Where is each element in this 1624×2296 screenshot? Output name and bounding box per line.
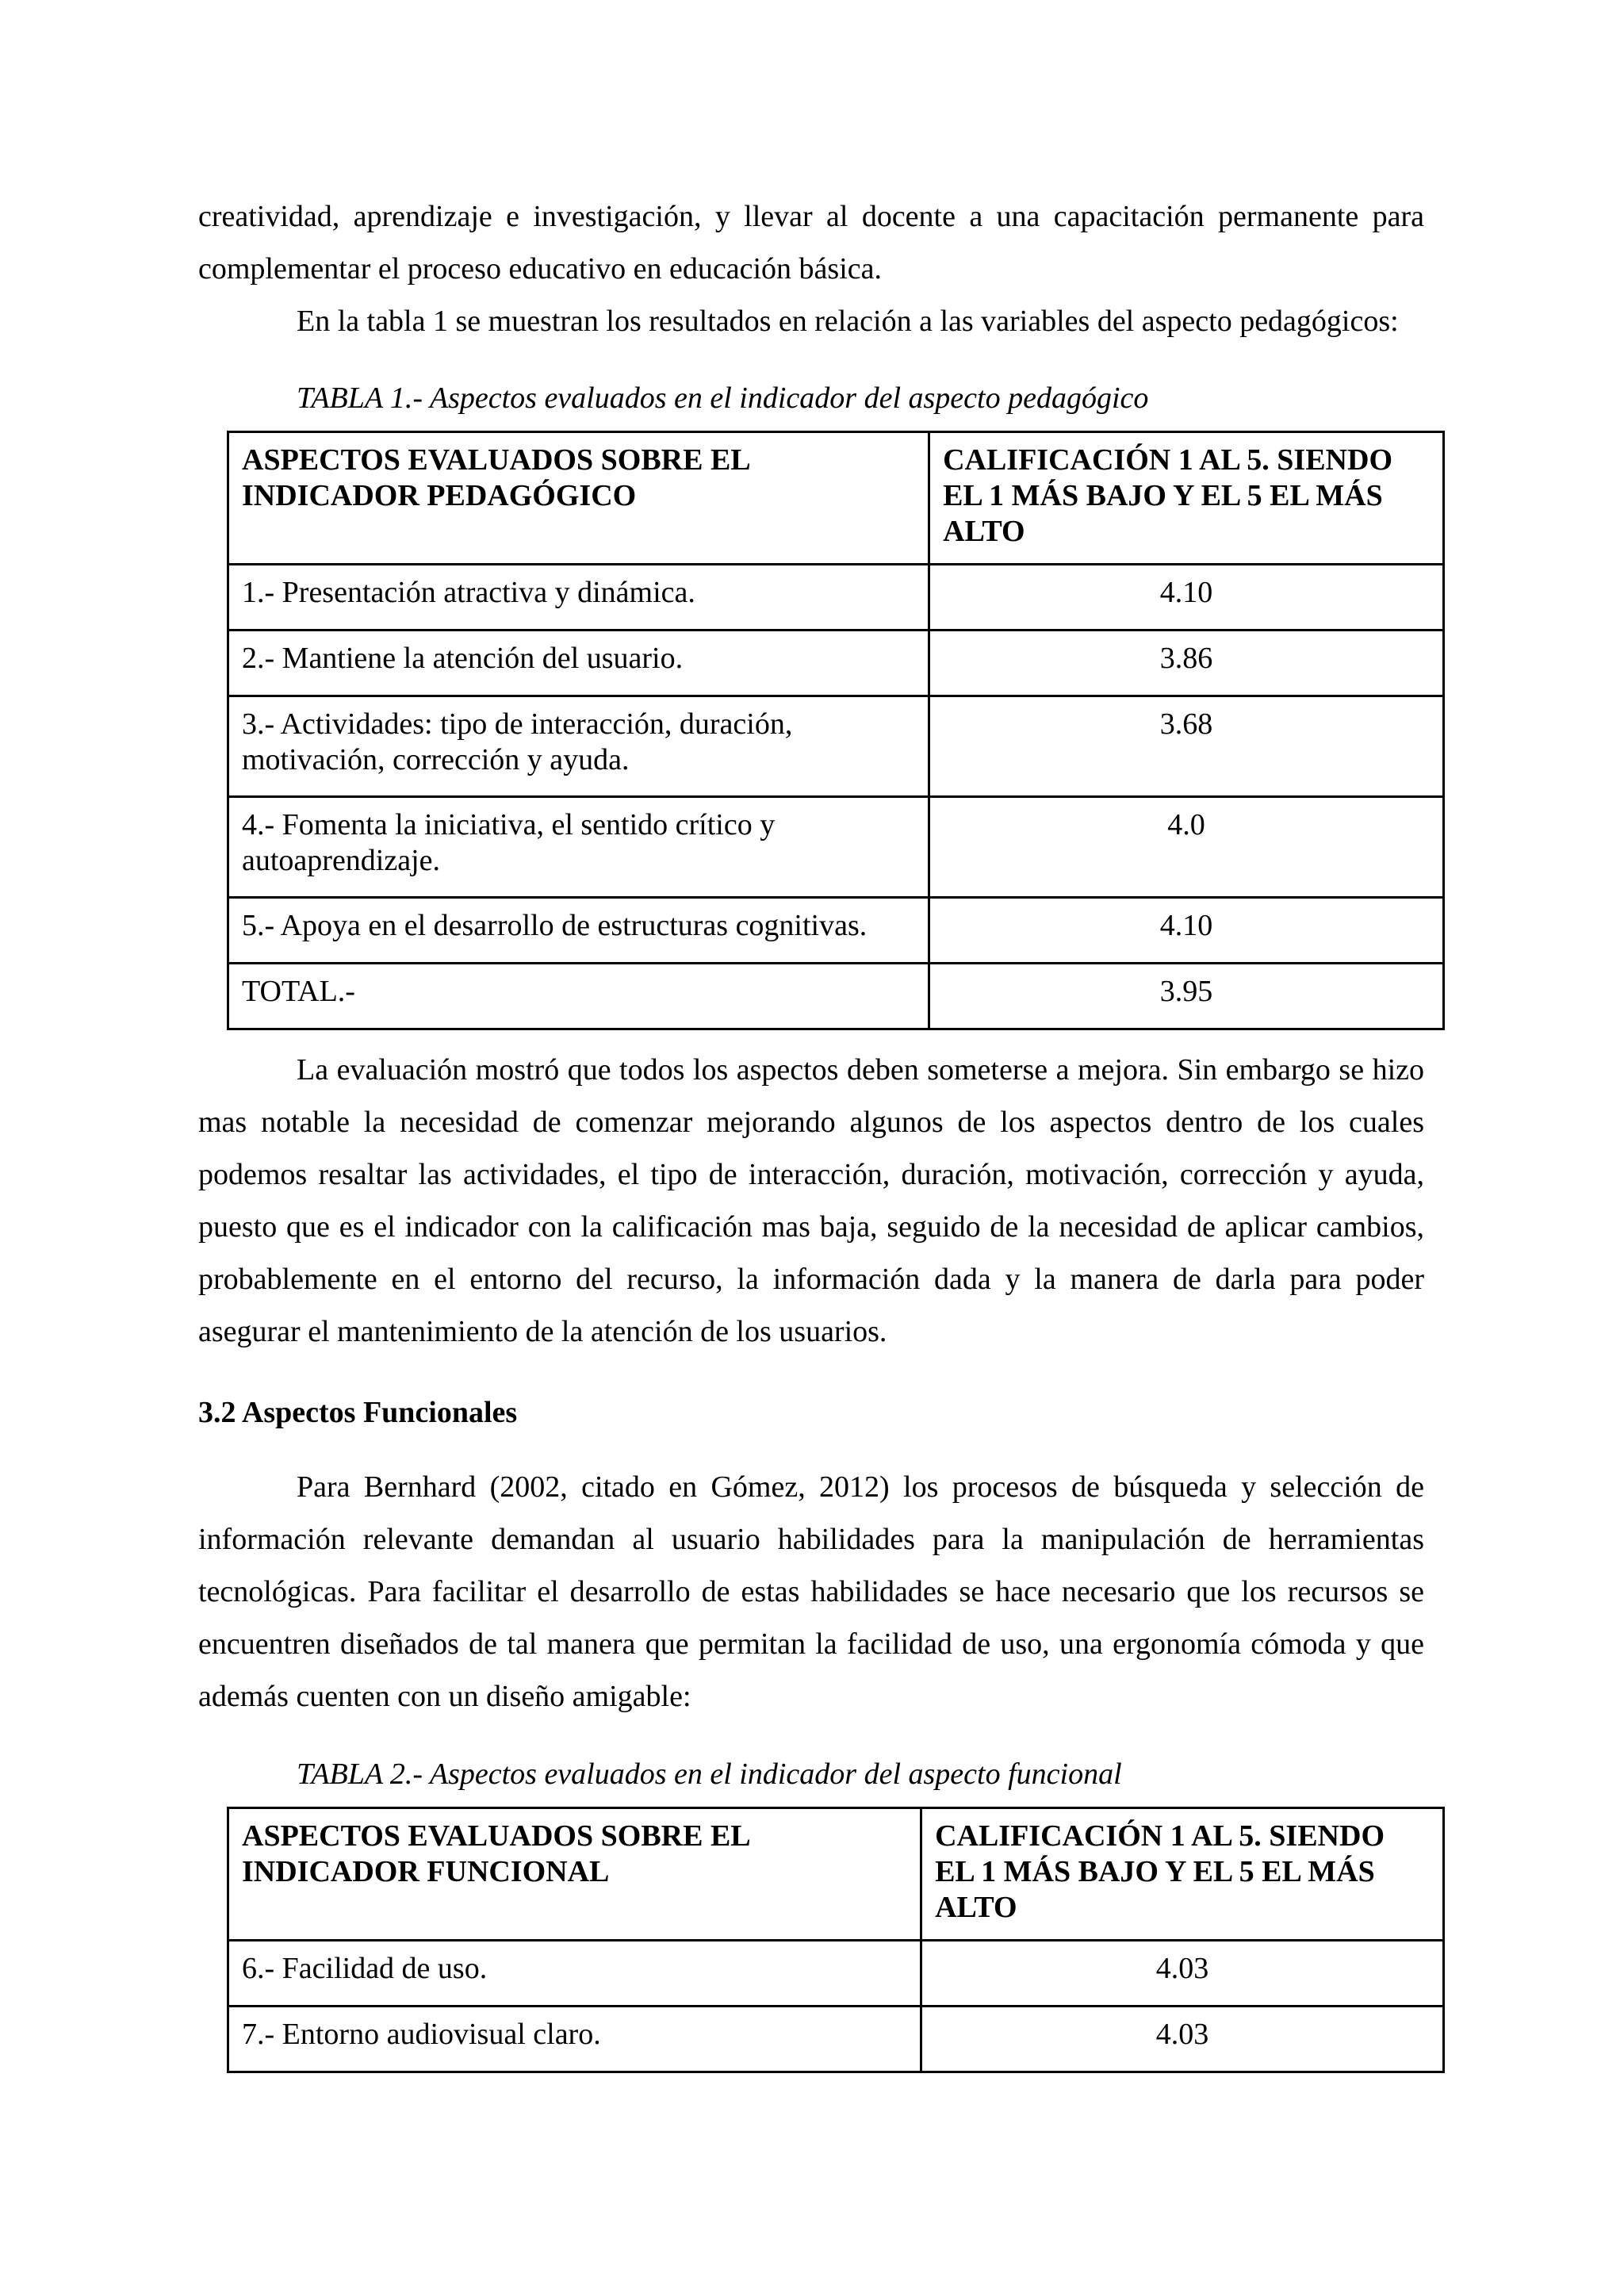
- table-header-row: [228, 1808, 1444, 1941]
- paragraph-evaluation: La evaluación mostró que todos los aspectos deben someterse a mejora. Sin embargo se hizo mas notable la necesidad de comenzar mejorando algunos de los aspectos dentro de los cuales podemos resaltar las actividades, el tipo de interacción, duración, motivación, corrección y ayuda, puesto que es el indicador con la calificación mas baja, seguido de la necesidad de aplicar cambios, probablemente en el entorno del recurso, la información dada y la manera de darla para poder asegurar el mantenimiento de la atención de los usuarios.: [198, 1053, 1424, 1348]
- table1-caption: TABLA 1.- Aspectos evaluados en el indicador del aspecto pedagógico: [297, 381, 1149, 415]
- table-row: [228, 2007, 1444, 2072]
- score-cell: 3.68: [929, 696, 1444, 797]
- score-cell: 3.86: [929, 631, 1444, 696]
- score-cell: 4.03: [921, 1941, 1444, 2007]
- aspect-cell: TOTAL.-: [228, 964, 929, 1029]
- table-row: [228, 631, 1444, 696]
- aspect-cell: 4.- Fomenta la iniciativa, el sentido crítico y autoaprendizaje.: [228, 797, 929, 898]
- table-header-row: [228, 432, 1444, 565]
- table-row-total: [228, 964, 1444, 1029]
- score-cell: 4.10: [929, 565, 1444, 631]
- column-header-aspects: ASPECTOS EVALUADOS SOBRE EL INDICADOR FUNCIONAL: [228, 1808, 921, 1941]
- column-header-score: CALIFICACIÓN 1 AL 5. SIENDO EL 1 MÁS BAJO Y EL 5 EL MÁS ALTO: [929, 432, 1444, 565]
- table-row: [228, 696, 1444, 797]
- table1-pedagogical: [227, 431, 1445, 1030]
- paragraph-table1-intro: En la tabla 1 se muestran los resultados en relación a las variables del aspecto pedagógicos:: [297, 305, 1399, 338]
- aspect-cell: 1.- Presentación atractiva y dinámica.: [228, 565, 929, 631]
- score-cell: 4.10: [929, 898, 1444, 964]
- score-cell: 4.0: [929, 797, 1444, 898]
- table2-caption: TABLA 2.- Aspectos evaluados en el indicador del aspecto funcional: [297, 1757, 1122, 1791]
- paragraph-intro-continuation: creatividad, aprendizaje e investigación, y llevar al docente a una capacitación permanente para complementar el proceso educativo en educación básica.: [198, 200, 1424, 286]
- table-row: [228, 898, 1444, 964]
- aspect-cell: 2.- Mantiene la atención del usuario.: [228, 631, 929, 696]
- table-row: [228, 565, 1444, 631]
- column-header-aspects: ASPECTOS EVALUADOS SOBRE EL INDICADOR PEDAGÓGICO: [228, 432, 929, 565]
- score-cell: 4.03: [921, 2007, 1444, 2072]
- table-row: [228, 797, 1444, 898]
- table-row: [228, 1941, 1444, 2007]
- aspect-cell: 5.- Apoya en el desarrollo de estructuras cognitivas.: [228, 898, 929, 964]
- section-heading: 3.2 Aspectos Funcionales: [198, 1396, 518, 1429]
- aspect-cell: 3.- Actividades: tipo de interacción, duración, motivación, corrección y ayuda.: [228, 696, 929, 797]
- aspect-cell: 7.- Entorno audiovisual claro.: [228, 2007, 921, 2072]
- table2-functional: [227, 1807, 1445, 2073]
- column-header-score: CALIFICACIÓN 1 AL 5. SIENDO EL 1 MÁS BAJO Y EL 5 EL MÁS ALTO: [921, 1808, 1444, 1941]
- paragraph-bernhard: Para Bernhard (2002, citado en Gómez, 2012) los procesos de búsqueda y selección de información relevante demandan al usuario habilidades para la manipulación de herramientas tecnológicas. Para facilitar el desarrollo de estas habilidades se hace necesario que los recursos se encuentren diseñados de tal manera que permitan la facilidad de uso, una ergonomía cómoda y que además cuenten con un diseño amigable:: [198, 1470, 1424, 1713]
- score-cell: 3.95: [929, 964, 1444, 1029]
- aspect-cell: 6.- Facilidad de uso.: [228, 1941, 921, 2007]
